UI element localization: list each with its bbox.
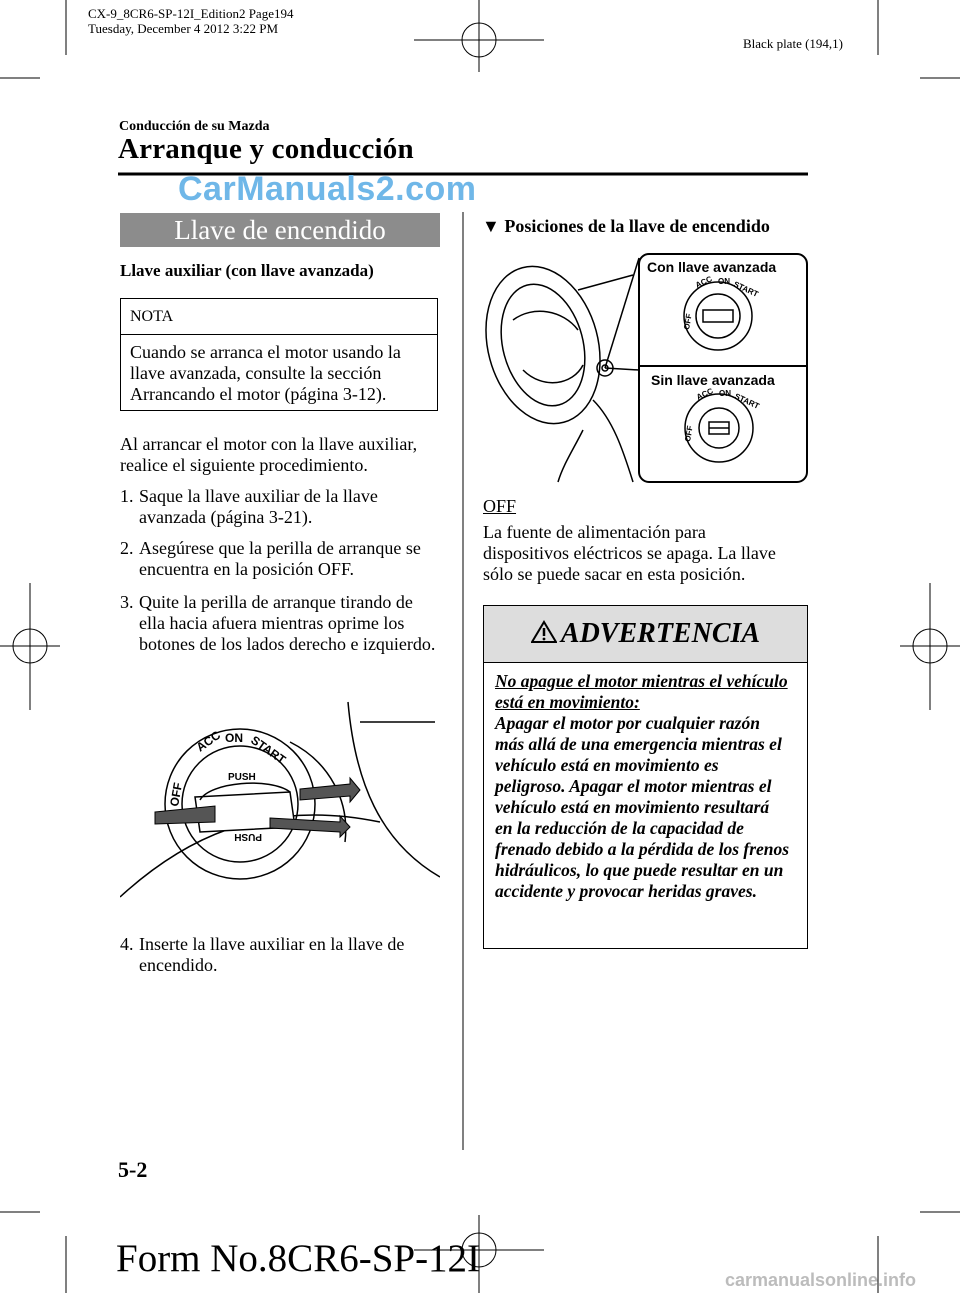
without-key-start: START — [733, 391, 761, 411]
note-label: NOTA — [121, 299, 437, 335]
section-title: Llave de encendido — [120, 213, 440, 247]
with-key-on: ON — [718, 277, 730, 286]
positions-subheading — [482, 216, 770, 237]
page-title: Arranque y conducción — [118, 133, 414, 165]
step-text: Saque la llave auxiliar de la llave avanzada (página 3-21). — [139, 486, 378, 527]
subheading-aux-key: Llave auxiliar (con llave avanzada) — [120, 261, 374, 280]
ignition-knob-illustration — [120, 692, 440, 907]
with-key-start: START — [732, 279, 760, 299]
step-number: 1. — [120, 486, 134, 506]
step-number: 3. — [120, 592, 134, 612]
plate-label: Black plate (194,1) — [743, 36, 843, 51]
note-text: Cuando se arranca el motor usando la llave avanzada, consulte la sección Arrancando el motor (página 3-12). — [130, 342, 401, 404]
warning-body: Apagar el motor por cualquier razón más allá de una emergencia mientras el vehículo está en movimiento es peligroso. Apagar el motor mientras el vehículo está en movimiento resultará en la reducción de la capacidad de frenado debido a la pérdida de los frenos hidráulicos, lo que puede resultar en un accidente y provocar heridas graves. — [495, 713, 790, 901]
knob-start-label: START — [248, 732, 289, 767]
step-3 — [120, 592, 450, 655]
step-text: Quite la perilla de arranque tirando de ella hacia afuera mientras oprime los botones de los lados derecho e izquierdo. — [139, 592, 436, 654]
warning-title: ADVERTENCIA — [560, 618, 761, 649]
step-2 — [120, 538, 450, 580]
note-box — [120, 298, 438, 411]
form-number: Form No.8CR6-SP-12I — [116, 1237, 481, 1280]
without-key-acc: ACC — [695, 386, 715, 402]
print-date-line: Tuesday, December 4 2012 3:22 PM — [88, 21, 279, 36]
page-number: 5-2 — [118, 1157, 148, 1182]
chapter-title: Conducción de su Mazda — [119, 119, 270, 134]
knob-push-label: PUSH — [228, 772, 256, 783]
without-key-label: Sin llave avanzada — [651, 372, 775, 388]
warning-triangle-icon — [531, 620, 557, 644]
intro-text: Al arrancar el motor con la llave auxiliar, realice el siguiente procedimiento. — [120, 434, 418, 475]
step-4 — [120, 934, 450, 976]
step-number: 4. — [120, 934, 134, 954]
warning-box — [483, 605, 808, 949]
with-key-acc: ACC — [694, 274, 714, 290]
step-1 — [120, 486, 450, 528]
triangle-marker-icon: ▼ — [482, 216, 500, 236]
knob-on-label: ON — [225, 731, 243, 745]
positions-subheading-text: Posiciones de la llave de encendido — [504, 216, 770, 236]
step-text: Asegúrese que la perilla de arranque se encuentra en la posición OFF. — [139, 538, 421, 579]
step-text: Inserte la llave auxiliar en la llave de encendido. — [139, 934, 405, 975]
with-key-off: OFF — [682, 313, 694, 331]
knob-acc-label: ACC — [193, 728, 224, 755]
knob-off-label: OFF — [167, 781, 186, 808]
warning-lead: No apague el motor mientras el vehículo está en movimiento: — [495, 671, 788, 712]
without-key-off: OFF — [683, 425, 695, 443]
print-file-line: CX-9_8CR6-SP-12I_Edition2 Page194 — [88, 6, 294, 21]
off-description: La fuente de alimentación para dispositivos eléctricos se apaga. La llave sólo se puede sacar en esta posición. — [483, 522, 776, 584]
key-positions-illustration — [483, 250, 809, 485]
off-heading: OFF — [483, 496, 517, 516]
watermark-logo: CarManuals2.com — [178, 170, 477, 208]
knob-push-label-lower: PUSH — [234, 831, 262, 842]
warning-header — [484, 606, 807, 663]
with-key-label: Con llave avanzada — [647, 259, 777, 275]
without-key-on: ON — [719, 389, 731, 398]
watermark-footer: carmanualsonline.info — [725, 1270, 917, 1290]
step-number: 2. — [120, 538, 134, 558]
